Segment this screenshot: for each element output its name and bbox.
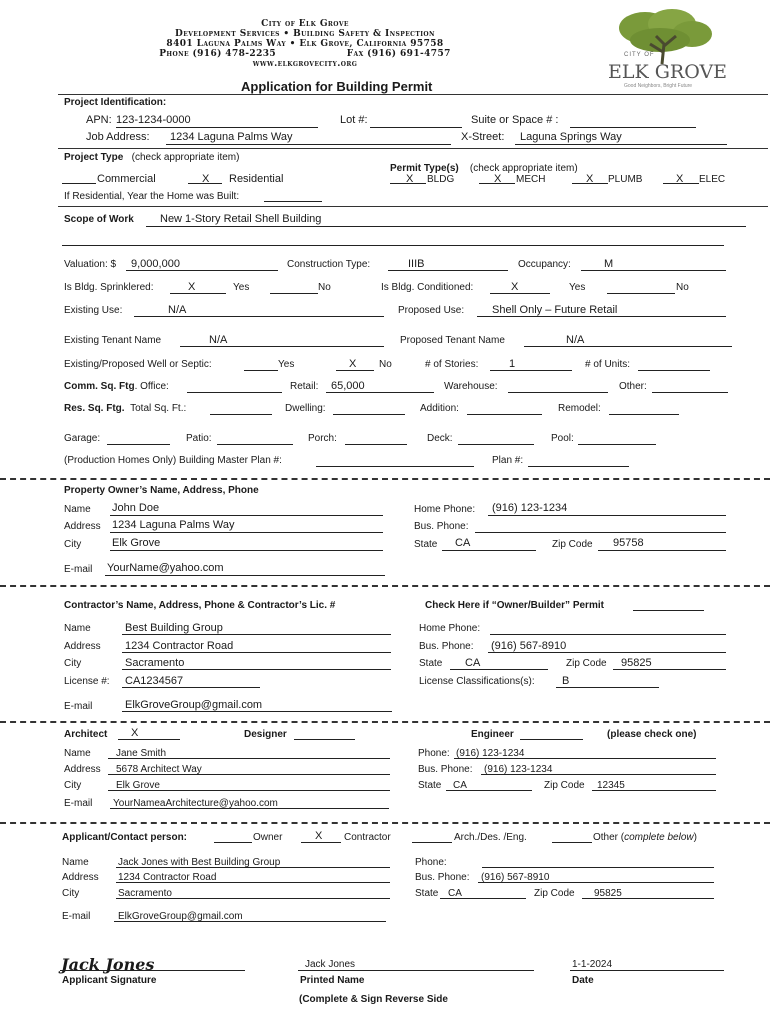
job-address-line (166, 144, 451, 145)
bldg-mark[interactable]: X (406, 173, 414, 185)
contractor-heading: Contractor’s Name, Address, Phone & Contractor’s Lic. # (64, 600, 336, 611)
applicant-email-line (114, 921, 386, 922)
date-label: Date (572, 975, 594, 986)
stories-line (490, 370, 572, 371)
architect-state-field[interactable]: CA (453, 780, 467, 791)
pool-field[interactable] (578, 444, 656, 445)
applicant-email-field[interactable]: ElkGroveGroup@gmail.com (118, 911, 243, 922)
owner-bus-phone-label: Bus. Phone: (414, 521, 469, 532)
scope-field[interactable]: New 1-Story Retail Shell Building (160, 213, 322, 225)
license-class-field[interactable]: B (562, 675, 570, 687)
applicant-arch-label: Arch./Des. /Eng. (454, 832, 527, 843)
architect-city-label: City (64, 780, 82, 791)
architect-bus-phone-field[interactable]: (916) 123-1234 (484, 764, 553, 775)
architect-name-field[interactable]: Jane Smith (116, 748, 167, 759)
existing-tenant-label: Existing Tenant Name (64, 335, 162, 346)
contractor-state-line (450, 669, 548, 670)
contractor-name-line (122, 634, 391, 635)
xstreet-label: X-Street: (461, 131, 505, 143)
existing-use-field[interactable]: N/A (168, 304, 187, 316)
footer-note: (Complete & Sign Reverse Side (299, 994, 448, 1005)
apn-field[interactable]: 123-1234-0000 (116, 114, 191, 126)
dwelling-label: Dwelling: (285, 403, 326, 414)
applicant-owner-checkbox[interactable] (214, 842, 252, 843)
applicant-zip-field[interactable]: 95825 (594, 888, 622, 899)
plumb-label: PLUMB (608, 174, 643, 185)
applicant-name-line (116, 867, 390, 868)
divider (58, 148, 768, 149)
comm-sqftg-row (64, 381, 169, 392)
architect-email-line (110, 808, 389, 809)
logo-wordmark: ELK GROVE (608, 61, 728, 83)
existing-use-label: Existing Use: (64, 305, 123, 316)
scope-line-2[interactable] (62, 245, 724, 246)
master-plan-label: (Production Homes Only) Building Master Plan #: (64, 455, 282, 466)
proposed-use-field[interactable]: Shell Only – Future Retail (492, 304, 618, 316)
applicant-city-field[interactable]: Sacramento (118, 888, 172, 899)
architect-state-label: State (418, 780, 442, 791)
dwelling-field[interactable] (333, 414, 405, 415)
contractor-address-field[interactable]: 1234 Contractor Road (125, 640, 234, 652)
existing-use-line (134, 316, 384, 317)
contractor-state-field[interactable]: CA (465, 657, 481, 669)
mech-mark[interactable]: X (494, 173, 502, 185)
contractor-license-label: License #: (64, 676, 110, 687)
residential-label: Residential (229, 173, 284, 185)
well-yes: Yes (278, 359, 295, 370)
comm-sqftg-label: Comm. Sq. Ftg (64, 381, 135, 392)
conditioned-mark[interactable]: X (511, 281, 519, 293)
deck-field[interactable] (458, 444, 534, 445)
conditioned-yes-checkbox[interactable] (490, 293, 550, 294)
architect-email-field[interactable]: YourNameaArchitecture@yahoo.com (113, 798, 278, 809)
designer-checkbox[interactable] (294, 739, 355, 740)
header-line-4: Phone (916) 478-2235 Fax (916) 691-4757 (159, 49, 451, 59)
contractor-city-field[interactable]: Sacramento (125, 657, 185, 669)
porch-label: Porch: (308, 433, 337, 444)
owner-zip-line (598, 550, 726, 551)
applicant-owner-label: Owner (253, 832, 283, 843)
proposed-tenant-line (524, 346, 732, 347)
retail-field[interactable]: 65,000 (331, 380, 365, 392)
architect-bus-phone-label: Bus. Phone: (418, 764, 473, 775)
elk-grove-logo (600, 6, 730, 94)
architect-state-line (446, 790, 532, 791)
logo-small-text: CITY OF (624, 52, 655, 58)
contractor-zip-field[interactable]: 95825 (621, 657, 652, 669)
contractor-home-phone-field[interactable] (490, 634, 726, 635)
architect-city-line (108, 790, 390, 791)
printed-name-label: Printed Name (300, 975, 365, 986)
oak-tree-icon (600, 6, 730, 66)
addition-label: Addition: (420, 403, 459, 414)
mech-label: MECH (516, 174, 546, 185)
elec-mark[interactable]: X (676, 173, 684, 185)
remodel-field[interactable] (609, 414, 679, 415)
applicant-address-label: Address (62, 872, 99, 883)
owner-address-line (110, 532, 383, 533)
well-mark[interactable]: X (349, 358, 357, 370)
date-field[interactable]: 1-1-2024 (572, 959, 613, 970)
patio-field[interactable] (217, 444, 293, 445)
pool-label: Pool: (551, 433, 574, 444)
page-title: Application for Building Permit (241, 79, 433, 94)
contractor-bus-phone-field[interactable]: (916) 567-8910 (491, 640, 567, 652)
other-label: Other: (619, 381, 647, 392)
applicant-bus-phone-label: Bus. Phone: (415, 872, 470, 883)
contractor-bus-phone-label: Bus. Phone: (419, 641, 474, 652)
owner-city-label: City (64, 539, 82, 550)
logo-tagline: Good Neighbors, Bright Future (624, 83, 693, 89)
applicant-other-row (593, 832, 697, 843)
applicant-other-checkbox[interactable] (552, 842, 592, 843)
total-sqft-label: Total Sq. Ft.: (130, 403, 187, 414)
permit-type-hint: (check appropriate item) (469, 163, 578, 174)
valuation-label: Valuation: $ (64, 259, 117, 270)
applicant-name-label: Name (62, 857, 89, 868)
applicant-address-field[interactable]: 1234 Contractor Road (118, 872, 217, 883)
elec-label: ELEC (699, 174, 726, 185)
owner-city-field[interactable]: Elk Grove (112, 537, 161, 549)
contractor-license-line (122, 687, 260, 688)
proposed-tenant-label: Proposed Tenant Name (400, 335, 505, 346)
retail-label: Retail: (290, 381, 319, 392)
existing-tenant-field[interactable]: N/A (209, 334, 228, 346)
engineer-checkbox[interactable] (520, 739, 583, 740)
project-type-row (64, 152, 239, 163)
suite-field[interactable] (570, 127, 696, 128)
applicant-zip-line (582, 898, 714, 899)
owner-city-line (110, 550, 383, 551)
proposed-use-line (477, 316, 726, 317)
owner-heading: Property Owner’s Name, Address, Phone (64, 485, 259, 496)
porch-field[interactable] (345, 444, 407, 445)
section-divider (0, 822, 770, 824)
suite-label: Suite or Space # : (471, 114, 559, 126)
applicant-phone-label: Phone: (415, 857, 447, 868)
section-divider (0, 721, 770, 723)
conditioned-no-checkbox[interactable] (607, 293, 675, 294)
architect-checkbox[interactable] (118, 739, 180, 740)
architect-city-field[interactable]: Elk Grove (116, 780, 160, 791)
conditioned-label: Is Bldg. Conditioned: (381, 282, 474, 293)
applicant-bus-phone-field[interactable]: (916) 567-8910 (481, 872, 550, 883)
scope-line-1 (146, 226, 746, 227)
sprinklered-no: No (318, 282, 331, 293)
contractor-address-label: Address (64, 641, 101, 652)
valuation-field[interactable]: 9,000,000 (131, 258, 180, 270)
contractor-license-field[interactable]: CA1234567 (125, 675, 184, 687)
architect-mark[interactable]: X (131, 727, 139, 739)
units-field[interactable] (638, 370, 710, 371)
office-field[interactable] (187, 392, 282, 393)
please-check-one: (please check one) (607, 729, 697, 740)
xstreet-line (515, 144, 727, 145)
project-type-label: Project Type (64, 152, 124, 163)
designer-label: Designer (244, 729, 287, 740)
conditioned-no: No (676, 282, 689, 293)
architect-email-label: E-mail (64, 798, 93, 809)
applicant-address-line (116, 882, 390, 883)
owner-state-field[interactable]: CA (455, 537, 471, 549)
well-no-checkbox[interactable] (336, 370, 374, 371)
owner-address-field[interactable]: 1234 Laguna Palms Way (112, 519, 235, 531)
contractor-zip-label: Zip Code (566, 658, 607, 669)
contractor-email-line (122, 711, 392, 712)
section-divider (0, 585, 770, 587)
total-sqft-field[interactable] (210, 414, 272, 415)
lot-label: Lot #: (340, 114, 368, 126)
owner-name-line (110, 515, 383, 516)
sprinklered-no-checkbox[interactable] (270, 293, 318, 294)
scope-label: Scope of Work (64, 214, 134, 225)
architect-name-label: Name (64, 748, 91, 759)
signature-line (60, 970, 245, 971)
well-no: No (379, 359, 392, 370)
owner-bus-phone-field[interactable] (475, 532, 726, 533)
contractor-address-line (122, 652, 391, 653)
proposed-use-label: Proposed Use: (398, 305, 465, 316)
applicant-email-label: E-mail (62, 911, 91, 922)
contractor-home-phone-label: Home Phone: (419, 623, 481, 634)
architect-address-label: Address (64, 764, 101, 775)
valuation-line (126, 270, 278, 271)
owner-name-label: Name (64, 504, 91, 515)
owner-home-phone-line (488, 515, 726, 516)
owner-home-phone-field[interactable]: (916) 123-1234 (492, 502, 568, 514)
project-id-heading: Project Identification: (64, 97, 167, 108)
applicant-city-label: City (62, 888, 80, 899)
apn-line (116, 127, 318, 128)
sprinklered-label: Is Bldg. Sprinklered: (64, 282, 154, 293)
other-field[interactable] (652, 392, 728, 393)
applicant-arch-checkbox[interactable] (412, 842, 452, 843)
architect-label: Architect (64, 729, 108, 740)
proposed-tenant-field[interactable]: N/A (566, 334, 585, 346)
applicant-contractor-label: Contractor (344, 832, 391, 843)
occupancy-line (581, 270, 726, 271)
units-label: # of Units: (585, 359, 631, 370)
owner-email-field[interactable]: YourName@yahoo.com (107, 562, 224, 574)
sprinklered-mark[interactable]: X (188, 281, 196, 293)
divider (58, 94, 768, 95)
owner-home-phone-label: Home Phone: (414, 504, 476, 515)
apn-label: APN: (86, 114, 112, 126)
res-sqftg-row (64, 403, 186, 414)
contractor-name-label: Name (64, 623, 91, 634)
sprinklered-yes: Yes (233, 282, 250, 293)
applicant-label: Applicant/Contact person: (62, 832, 188, 843)
garage-field[interactable] (107, 444, 170, 445)
owner-email-line (105, 575, 385, 576)
applicant-other-label: Other ( (593, 832, 625, 843)
plan-field[interactable] (528, 466, 629, 467)
lot-field[interactable] (370, 127, 462, 128)
permit-type-label: Permit Type(s) (390, 163, 459, 174)
conditioned-yes: Yes (569, 282, 586, 293)
contractor-city-label: City (64, 658, 82, 669)
owner-name-field[interactable]: John Doe (112, 502, 160, 514)
applicant-state-field[interactable]: CA (448, 888, 462, 899)
bldg-label: BLDG (427, 174, 455, 185)
sprinklered-yes-checkbox[interactable] (170, 293, 226, 294)
printed-name-line (298, 970, 534, 971)
owner-builder-checkbox[interactable] (633, 610, 704, 611)
engineer-label: Engineer (471, 729, 514, 740)
architect-phone-label: Phone: (418, 748, 450, 759)
year-built-field[interactable] (264, 201, 322, 202)
deck-label: Deck: (427, 433, 453, 444)
architect-phone-line (454, 758, 716, 759)
plumb-mark[interactable]: X (586, 173, 594, 185)
construction-type-label: Construction Type: (287, 259, 371, 270)
architect-phone-field[interactable]: (916) 123-1234 (456, 748, 525, 759)
year-built-label: If Residential, Year the Home was Built: (64, 191, 240, 202)
warehouse-label: Warehouse: (444, 381, 498, 392)
divider (58, 206, 768, 207)
patio-label: Patio: (186, 433, 212, 444)
master-plan-field[interactable] (316, 466, 474, 467)
applicant-name-field[interactable]: Jack Jones with Best Building Group (118, 857, 281, 868)
retail-line (326, 392, 434, 393)
applicant-zip-label: Zip Code (534, 888, 575, 899)
well-septic-label: Existing/Proposed Well or Septic: (64, 359, 212, 370)
applicant-contractor-checkbox[interactable] (301, 842, 341, 843)
architect-zip-line (592, 790, 716, 791)
commercial-checkbox[interactable] (62, 183, 96, 184)
signature-label: Applicant Signature (62, 975, 157, 986)
res-sqftg-label: Res. Sq. Ftg. (64, 403, 125, 414)
contractor-name-field[interactable]: Best Building Group (125, 622, 223, 634)
header-line-1: City of Elk Grove (261, 19, 349, 29)
project-type-hint: (check appropriate item) (131, 152, 240, 163)
contractor-bus-phone-line (488, 652, 726, 653)
architect-zip-label: Zip Code (544, 780, 585, 791)
printed-name-field[interactable]: Jack Jones (305, 959, 356, 970)
job-address-label: Job Address: (86, 131, 150, 143)
occupancy-label: Occupancy: (518, 259, 571, 270)
contractor-email-field[interactable]: ElkGroveGroup@gmail.com (125, 699, 263, 711)
owner-zip-field[interactable]: 95758 (613, 537, 644, 549)
architect-bus-phone-line (481, 774, 716, 775)
applicant-contractor-mark[interactable]: X (315, 830, 323, 842)
job-address-field[interactable]: 1234 Laguna Palms Way (170, 131, 293, 143)
owner-builder-label: Check Here if “Owner/Builder” Permit (425, 600, 604, 611)
applicant-bus-phone-line (478, 882, 714, 883)
applicant-state-label: State (415, 888, 439, 899)
license-class-label: License Classifications(s): (419, 676, 535, 687)
occupancy-field[interactable]: M (604, 258, 614, 270)
warehouse-field[interactable] (508, 392, 608, 393)
owner-state-line (442, 550, 536, 551)
well-yes-checkbox[interactable] (244, 370, 278, 371)
owner-address-label: Address (64, 521, 101, 532)
complete-below-text: complete below (624, 832, 694, 843)
owner-state-label: State (414, 539, 438, 550)
existing-tenant-line (180, 346, 384, 347)
construction-line (388, 270, 508, 271)
residential-mark[interactable]: X (202, 173, 210, 185)
applicant-phone-field[interactable] (482, 867, 714, 868)
commercial-label: Commercial (97, 173, 156, 185)
remodel-label: Remodel: (558, 403, 601, 414)
architect-zip-field[interactable]: 12345 (597, 780, 625, 791)
date-line (570, 970, 724, 971)
applicant-signature[interactable]: Jack Jones (61, 955, 155, 974)
architect-address-line (108, 774, 390, 775)
applicant-city-line (116, 898, 390, 899)
construction-type-field[interactable]: IIIB (408, 258, 425, 270)
office-label: . Office: (134, 381, 169, 392)
header-line-2: Development Services • Building Safety & Inspection (175, 29, 435, 39)
stories-field[interactable]: 1 (509, 358, 516, 370)
architect-name-line (108, 758, 390, 759)
header-line-5: www.elkgrovecity.org (252, 59, 358, 69)
header-line-3: 8401 Laguna Palms Way • Elk Grove, California 95758 (166, 39, 444, 49)
garage-label: Garage: (64, 433, 101, 444)
plan-label: Plan #: (492, 455, 524, 466)
section-divider (0, 478, 770, 480)
xstreet-field[interactable]: Laguna Springs Way (520, 131, 622, 143)
contractor-email-label: E-mail (64, 701, 93, 712)
applicant-other-close: ) (693, 832, 697, 843)
owner-email-label: E-mail (64, 564, 93, 575)
owner-zip-label: Zip Code (552, 539, 593, 550)
contractor-city-line (122, 669, 391, 670)
license-class-line (556, 687, 659, 688)
addition-field[interactable] (467, 414, 542, 415)
contractor-zip-line (613, 669, 726, 670)
architect-address-field[interactable]: 5678 Architect Way (116, 764, 202, 775)
stories-label: # of Stories: (425, 359, 479, 370)
permit-type-row (390, 163, 578, 174)
applicant-state-line (440, 898, 526, 899)
contractor-state-label: State (419, 658, 443, 669)
